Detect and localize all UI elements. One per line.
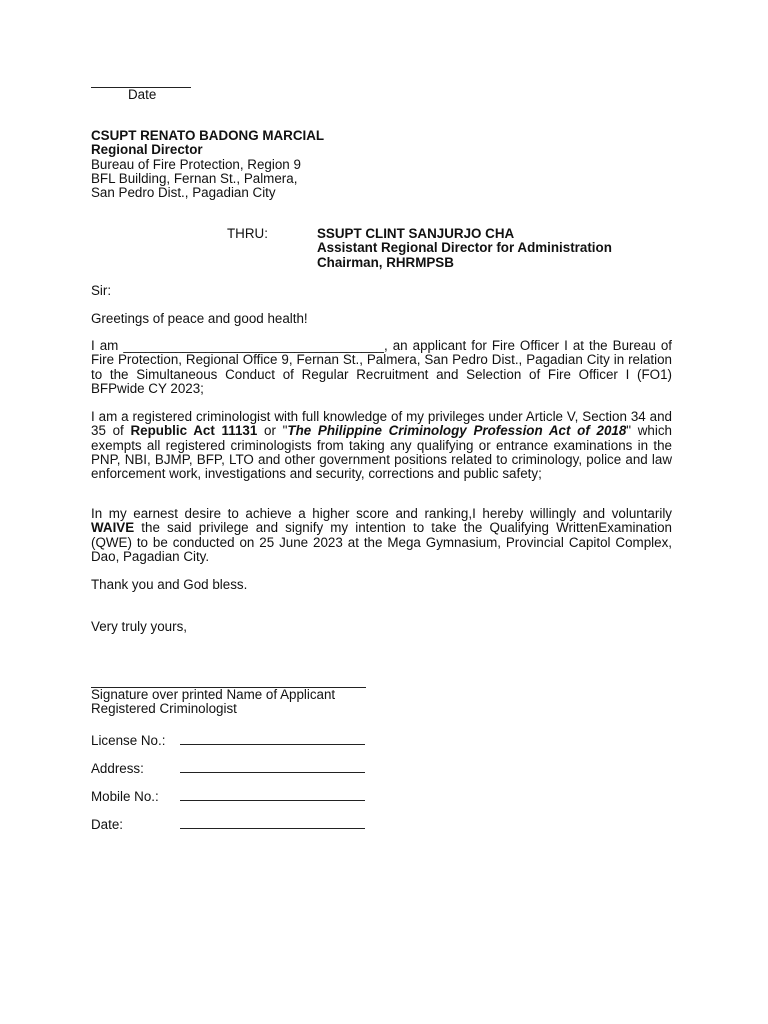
date-block xyxy=(91,76,191,102)
thru-name: SSUPT CLINT SANJURJO CHA xyxy=(317,226,515,241)
addressee-line-2: BFL Building, Fernan St., Palmera, xyxy=(91,170,298,186)
act-title: The Philippine Criminology Profession Act of 2018 xyxy=(287,423,627,439)
para2-text1: I am a registered criminologist with full knowledge of my privileges under Article V, Section 34 and 35 of xyxy=(91,409,672,439)
para2-text2: or " xyxy=(257,423,288,439)
thru-role: Chairman, RHRMPSB xyxy=(317,254,454,270)
addressee-name: CSUPT RENATO BADONG MARCIAL xyxy=(91,128,325,143)
thanks-line: Thank you and God bless. xyxy=(91,577,248,592)
addressee-title: Regional Director xyxy=(91,142,203,158)
paragraph-waiver xyxy=(91,507,672,564)
paragraph-applicant xyxy=(91,339,672,396)
addressee-line-1: Bureau of Fire Protection, Region 9 xyxy=(91,156,301,172)
date-label: Date xyxy=(128,87,157,102)
closing-line: Very truly yours, xyxy=(91,619,187,634)
addressee-line-3: San Pedro Dist., Pagadian City xyxy=(91,185,276,201)
field-license-blank xyxy=(180,733,365,745)
field-address-blank xyxy=(180,761,365,773)
greeting: Greetings of peace and good health! xyxy=(91,311,308,326)
republic-act-ref: Republic Act 11131 xyxy=(130,423,258,439)
thru-block xyxy=(317,227,612,270)
addressee-block xyxy=(91,129,324,200)
thru-title: Assistant Regional Director for Administration xyxy=(317,240,612,256)
para1-rest: , an applicant for Fire Officer I at the Bureau of Fire Protection, Regional Office 9, Fernan St., Palmera, San Pedro Dist., Pagadian City in relation to the Simultaneous Conduct of Regular Recruitment and Selection of Fire Officer I (FO1) BFPwide CY 2023; xyxy=(91,338,672,396)
field-license xyxy=(91,733,365,748)
signature-caption: Signature over printed Name of Applicant xyxy=(91,687,336,702)
field-mobile-label: Mobile No.: xyxy=(91,789,159,804)
para1-start: I am xyxy=(91,338,119,353)
para3-text2: the said privilege and signify my intention to take the Qualifying WrittenExamination (QWE) to be conducted on 25 June 2023 at the Mega Gymnasium, Provincial Capitol Complex, Dao, Pagadian City. xyxy=(91,520,672,564)
signature-subcaption: Registered Criminologist xyxy=(91,701,237,717)
salutation: Sir: xyxy=(91,283,112,298)
applicant-name-blank: ___________________________________ xyxy=(123,338,384,353)
waive-keyword: WAIVE xyxy=(91,520,135,536)
paragraph-privilege xyxy=(91,410,672,481)
field-date-label: Date: xyxy=(91,817,124,832)
field-address-label: Address: xyxy=(91,761,144,776)
field-mobile xyxy=(91,789,365,804)
para3-text1: In my earnest desire to achieve a higher score and ranking,I hereby willingly and voluntarily xyxy=(91,506,672,521)
field-date-blank xyxy=(180,817,365,829)
thru-label: THRU: xyxy=(227,226,268,241)
field-license-label: License No.: xyxy=(91,733,166,748)
para2-text3: " which exempts all registered criminologists from taking any qualifying or entrance examinations in the PNP, NBI, BJMP, BFP, LTO and other government positions related to criminology, police and law enforcement work, investigations and security, corrections and public safety; xyxy=(91,423,672,482)
field-address xyxy=(91,761,365,776)
signature-block xyxy=(91,675,366,717)
field-date xyxy=(91,817,365,832)
field-mobile-blank xyxy=(180,789,365,801)
